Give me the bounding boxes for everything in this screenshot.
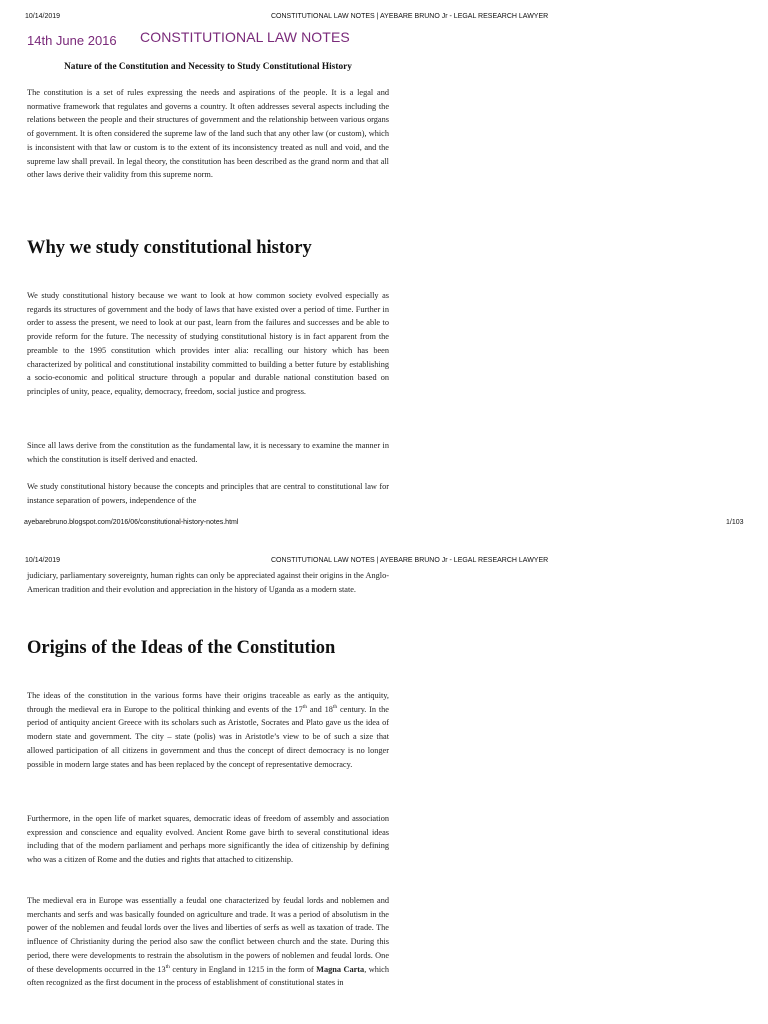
paragraph: The ideas of the constitution in the various forms have their origins traceable as early as the antiquity, through the medieval era in Europe to the political thinking and events of the 17th and 18th century. In the period of antiquity ancient Greece with its scholars such as Aristotle, Socrates and Plato gave us the idea of modern state and government. The city – state (polis) was in Aristotle’s view to be of such a size that allowed participation of all citizens in government and thus the concept of direct democracy is no longer possible in modern large states and has been replaced by the concept of representative democracy. <box>27 691 389 769</box>
paragraph: Since all laws derive from the constitution as the fundamental law, it is necessary to examine the manner in which the constitution is itself derived and enacted. <box>27 441 389 464</box>
paragraph: Furthermore, in the open life of market squares, democratic ideas of freedom of assembly and association expression and conscience and equality evolved. Ancient Rome gave birth to several constitutional ideas including that of the modern parliament and perhaps more significantly the idea of citizenship by defining who was a citizen of Rome and the duties and rights that attached to citizenship. <box>27 814 389 865</box>
paragraph-continued: judiciary, parliamentary sovereignty, human rights can only be appreciated against their origins in the Anglo-American tradition and their evolution and appreciation in the history of Uganda as a modern state. <box>27 571 389 594</box>
pdf-page-2 <box>0 540 768 1024</box>
magna-carta-term: Magna Carta <box>316 964 365 974</box>
intro-paragraph: The constitution is a set of rules expressing the needs and aspirations of the people. It is a legal and normative framework that regulates and governs a country. It often addresses several aspects including the relations between the people and their structures of government and the relationship between various organs of government. It is often considered the supreme law of the land such that any other law (or custom), which is inconsistent with that law or custom is to the extent of its inconsistency treated as null and void, and the supreme law shall prevail. In legal theory, the constitution has been described as the grand norm and that all other laws derive their validity from this supreme norm. <box>27 88 389 180</box>
section-heading-origins: Origins of the Ideas of the Constitution <box>27 638 336 658</box>
paragraph: We study constitutional history because the concepts and principles that are central to constitutional law for instance separation of powers, independence of the <box>27 482 389 505</box>
print-site-title: CONSTITUTIONAL LAW NOTES | AYEBARE BRUNO Jr - LEGAL RESEARCH LAWYER <box>271 557 549 564</box>
print-header <box>0 10 768 24</box>
paragraph: The medieval era in Europe was essentially a feudal one characterized by feudal lords and noblemen and merchants and serfs and was basically founded on agriculture and trade. It was a period of absolutism in the power of the noblemen and feudal lords over the lives and liberties of serfs as well as taxation of trade. The influence of Christianity during the period also saw the conflict between church and the state. During this period, there were developments to restrain the absolutism in the powers of noblemen and feudal lords. One of these developments occurred in the 13th century in England in 1215 in the form of Magna Carta, which often recognized as the first document in the process of establishment of constitutional states in <box>27 896 389 988</box>
paragraph: We study constitutional history because we want to look at how common society evolved especially as regards its structures of government and the body of laws that have existed over a period of time. Further in order to assess the present, we need to look at our past, learn from the failures and successes and be able to provide reform for the future. The necessity of studying constitutional history is in fact apparent from the preamble to the 1995 constitution which provides inter alia: recalling our history which has been characterized by political and constitutional instability committed to building a better future by establishing a socio-economic and political structure through a popular and durable national constitution based on principles of unity, peace, equality, democracy, freedom, social justice and progress. <box>27 291 389 396</box>
page-url[interactable]: ayebarebruno.blogspot.com/2016/06/constitutional-history-notes.html <box>24 519 239 526</box>
section-heading-why-study: Why we study constitutional history <box>27 238 312 258</box>
print-header <box>0 554 768 568</box>
post-date: 14th June 2016 <box>27 33 117 48</box>
print-date: 10/14/2019 <box>25 557 61 564</box>
page-number: 1/103 <box>726 519 744 526</box>
article-subtitle: Nature of the Constitution and Necessity to Study Constitutional History <box>64 62 352 72</box>
post-title[interactable]: CONSTITUTIONAL LAW NOTES <box>140 29 350 45</box>
print-date: 10/14/2019 <box>25 13 61 20</box>
print-site-title: CONSTITUTIONAL LAW NOTES | AYEBARE BRUNO Jr - LEGAL RESEARCH LAWYER <box>271 13 549 20</box>
